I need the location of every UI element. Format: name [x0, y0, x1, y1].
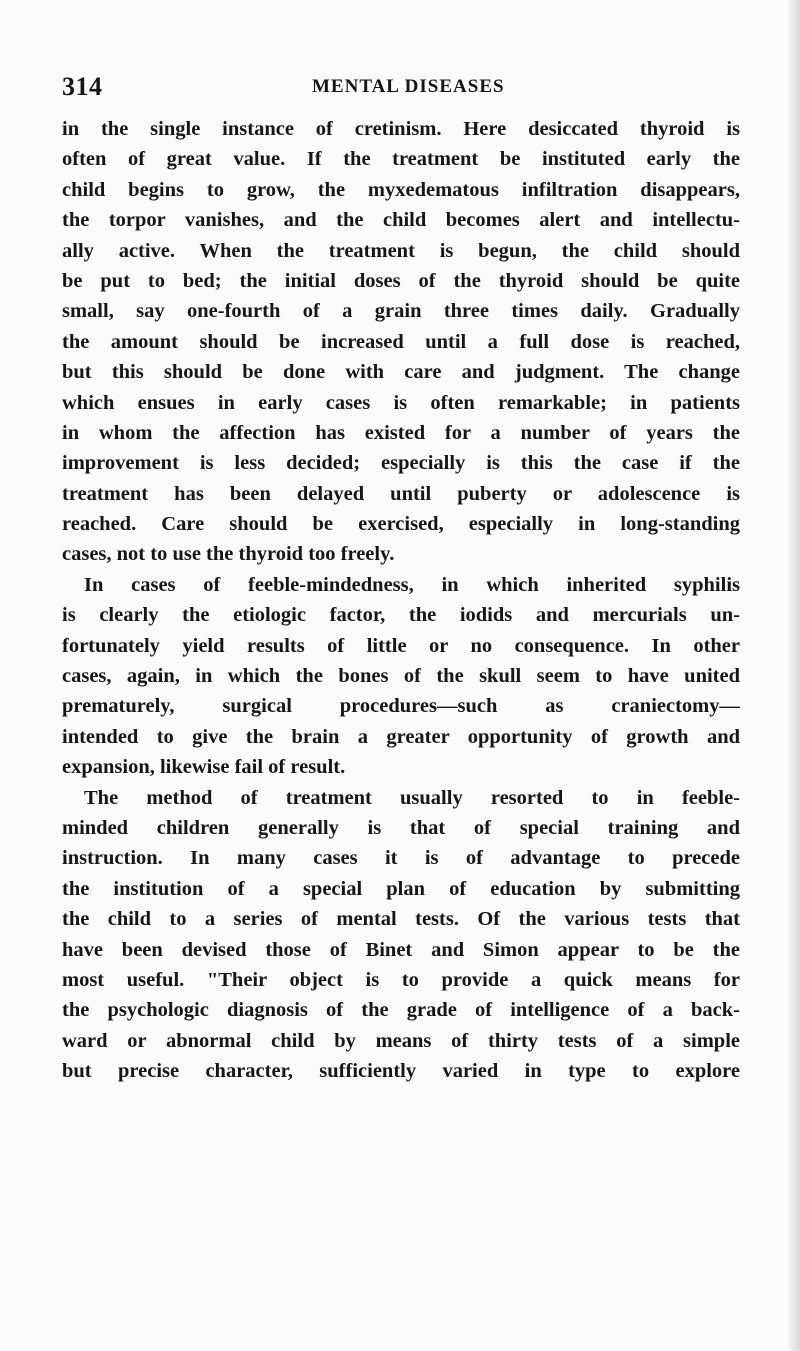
page-header — [62, 72, 742, 106]
page-edge-shadow — [786, 0, 800, 1351]
text-line: the institution of a special plan of education by submitting — [62, 877, 740, 900]
paragraph-end-line: cases, not to use the thyroid too freely. — [62, 543, 395, 566]
text-line: treatment has been delayed until puberty or adolescence is — [62, 482, 740, 505]
text-line: reached. Care should be exercised, especially in long-standing — [62, 513, 740, 536]
text-line: improvement is less decided; especially is this the case if the — [62, 452, 740, 475]
text-line: cases, again, in which the bones of the skull seem to have united — [62, 665, 740, 688]
text-line: fortunately yield results of little or no consequence. In other — [62, 634, 740, 657]
text-line: but this should be done with care and judgment. The change — [62, 361, 740, 384]
text-line: prematurely, surgical procedures—such as craniectomy— — [62, 695, 740, 718]
text-line: ward or abnormal child by means of thirty tests of a simple — [62, 1029, 740, 1052]
paragraph-start-line: In cases of feeble-mindedness, in which inherited syphilis — [84, 573, 740, 596]
text-line: have been devised those of Binet and Simon appear to be the — [62, 938, 740, 961]
page-number: 314 — [62, 72, 103, 101]
text-line: the torpor vanishes, and the child becomes alert and intellectu- — [62, 209, 740, 232]
text-line: be put to bed; the initial doses of the thyroid should be quite — [62, 269, 740, 292]
body-text — [62, 114, 740, 1087]
running-head: MENTAL DISEASES — [312, 76, 505, 97]
text-line: is clearly the etiologic factor, the iodids and mercurials un- — [62, 604, 740, 627]
text-line: in the single instance of cretinism. Here desiccated thyroid is — [62, 118, 740, 140]
text-line: the child to a series of mental tests. Of the various tests that — [62, 908, 740, 931]
text-line: which ensues in early cases is often remarkable; in patients — [62, 391, 740, 414]
paragraph-end-line: expansion, likewise fail of result. — [62, 756, 346, 779]
paragraph-start-line: The method of treatment usually resorted to in feeble- — [84, 786, 740, 809]
text-line: ally active. When the treatment is begun, the child should — [62, 239, 740, 262]
text-line: minded children generally is that of special training and — [62, 816, 740, 839]
text-line: instruction. In many cases it is of advantage to precede — [62, 847, 740, 870]
text-line: small, say one-fourth of a grain three times daily. Gradually — [62, 300, 740, 323]
text-line: in whom the affection has existed for a number of years the — [62, 421, 740, 444]
text-line: child begins to grow, the myxedematous infiltration disappears, — [62, 178, 740, 201]
text-line: the amount should be increased until a full dose is reached, — [62, 330, 740, 353]
text-line: the psychologic diagnosis of the grade of intelligence of a back- — [62, 999, 740, 1022]
text-line: often of great value. If the treatment be instituted early the — [62, 148, 740, 171]
text-line: but precise character, sufficiently varied in type to explore — [62, 1060, 740, 1083]
text-line: intended to give the brain a greater opportunity of growth and — [62, 725, 740, 748]
text-line: most useful. "Their object is to provide a quick means for — [62, 968, 740, 991]
